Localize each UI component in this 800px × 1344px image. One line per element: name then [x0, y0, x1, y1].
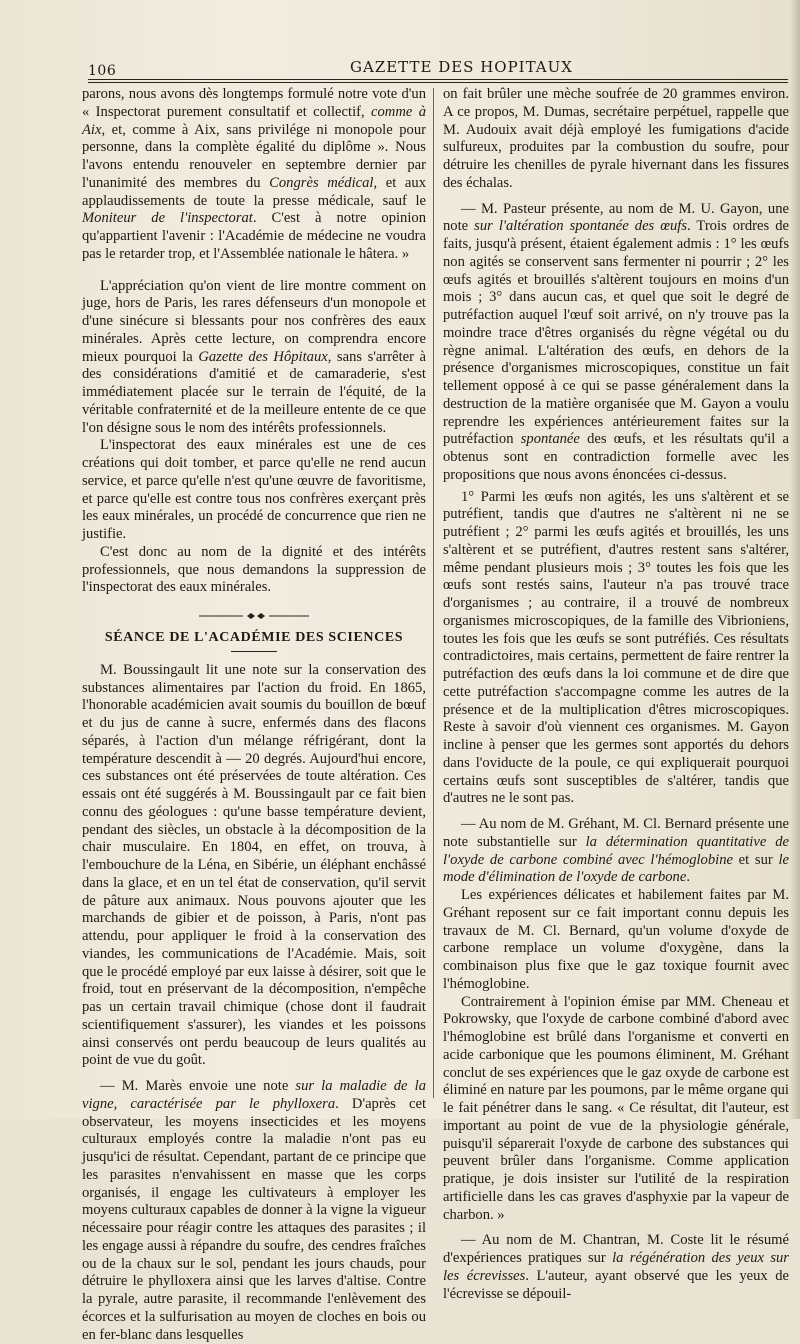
paragraph: L'inspectorat des eaux minérales est une de ces créations qui doit tomber, et parce qu'elle ne rend aucun service, et parce qu'elle n'est qu'une œuvre de favoritisme, et parce qu'elle est contre tous nos confrères exerçant près les eaux minérales, un procédé de concurrence que rien ne justifie. [82, 437, 426, 542]
paragraph: — Au nom de M. Gréhant, M. Cl. Bernard présente une note substantielle sur la détermination quantitative de l'oxyde de carbone combiné avec l'hémoglobine et sur le mode d'élimination de l'oxyde de carbone. [443, 816, 789, 886]
paragraph: — Au nom de M. Chantran, M. Coste lit le résumé d'expériences pratiques sur la régénération des yeux sur les écrevisses. L'auteur, ayant observé que les yeux de l'écrevisse se dépouil- [443, 1232, 790, 1302]
paragraph: Contrairement à l'opinion émise par MM. Cheneau et Pokrowsky, que l'oxyde de carbone combiné d'abord avec l'hémoglobine est brûlé dans l'organisme et converti en acide carbonique que les poumons éliminent, M. Gréhant conclut de ses expériences que le gaz oxyde de carbone est éliminé en nature par les poumons, par le même organe qui le fait pénétrer dans le sang. « Ce résultat, dit l'auteur, est important au point de vue de la physiologie générale, puisqu'il séparerait l'oxyde de carbone des substances qui peuvent brûler dans l'organisme. Comme application pratique, je dois insister sur l'utilité de la respiration artificielle dans les cas graves d'asphyxie par la vapeur de charbon. » [443, 993, 789, 1223]
running-title: GAZETTE DES HOPITAUX [350, 58, 573, 76]
section-heading: SÉANCE DE L'ACADÉMIE DES SCIENCES [104, 630, 404, 645]
paragraph: C'est donc au nom de la dignité et des intérêts professionnels, que nous demandons la suppression de l'inspectorat des eaux minérales. [82, 543, 426, 596]
left-column [82, 86, 426, 1344]
paragraph: — M. Marès envoie une note sur la maladie de la vigne, caractérisée par le phylloxera. D'après cet observateur, les moyens insecticides et les moyens culturaux employés contre la maladie n'ont pas eu jusqu'ici de résultat. Cependant, partant de ce principe que les parasites n'envahissent en masse que les corps organisés, il engage les cultivateurs à employer les moyens culturaux capables de donner à la vigne la vigueur nécessaire pour réagir contre les attaques des parasites ; il les engage aussi à répandre du soufre, des cendres fraîches ou de la chaux sur le sol, pendant les jours chauds, pour détruire le phylloxera ainsi que les larves d'altise. Contre la pyrale, autre parasite, il recommande l'enlèvement des écorces et la sulfurisation au moyen de cloches en bois ou en fer-blanc dans lesquelles [82, 1078, 427, 1343]
paragraph: — M. Pasteur présente, au nom de M. U. Gayon, une note sur l'altération spontanée des œufs. Trois ordres de faits, jusqu'à présent, étaient également admis : 1° les œufs non agités se conservent sans fermenter ni pourrir ; 2° les œufs agités et brouillés s'altèrent toujours en moins d'un mois ; 3° dans aucun cas, et quel que soit le degré de putréfaction auquel l'œuf soit arrivé, on n'y trouve pas la moindre trace d'êtres organisés du règne végétal ou du règne animal. L'altération des œufs, en dehors de la présence d'organismes microscopiques, constitue un fait tellement opposé à ce qui se passe généralement dans la destruction de la matière organisée que M. Gayon a voulu reprendre les expériences antérieurement faites sur la putréfaction spontanée des œufs, et les résultats qu'il a obtenus sont en contradiction formelle avec les propositions que nous avons énoncées ci-dessus. [443, 200, 789, 483]
paragraph: on fait brûler une mèche soufrée de 20 grammes environ. A ce propos, M. Dumas, secrétaire perpétuel, rappelle que M. Audouix avait déjà employé les fumigations d'acide sulfureux, produites par la combustion du soufre, pour détruire les chenilles de pyrale hivernant dans les fissures des échalas. [443, 86, 789, 191]
paragraph: parons, nous avons dès longtemps formulé notre vote d'un « Inspectorat purement consultatif et collectif, comme à Aix, et, comme à Aix, sans privilége ni monopole pour personne, dans la complète égalité du diplôme ». Nous l'avons entendu renouveler en septembre dernier par l'unanimité des membres du Congrès médical, et aux applaudissements de toute la presse médicale, sauf le Moniteur de l'inspectorat. C'est à notre opinion qu'appartient l'avenir : l'Académie de médecine ne voudra pas le retarder trop, et l'Assemblée nationale le hâtera. » [82, 86, 426, 262]
right-column [443, 86, 789, 1303]
paragraph: 1° Parmi les œufs non agités, les uns s'altèrent et se putréfient, tandis que d'autres ne s'altèrent ni ne se putréfient ; 2° parmi les œufs agités et brouillés, les uns s'altèrent et se putréfient, d'autres restent sans s'altérer, même pendant plusieurs mois ; 3° toutes les fois que les œufs sont restés sains, l'auteur n'a pas trouvé trace d'organismes ; au contraire, il a trouvé de nombreux organismes microscopiques, de la famille des Vibrioniens, toutes les fois que les œufs se sont putréfiés. Ces résultats contradictoires, mais certains, permettent de faire rentrer la putréfaction des œufs dans la loi commune et de dire que cette putréfaction s'accompagne comme les autres de la présence et de la multiplication d'êtres microscopiques. Reste à savoir d'où viennent ces organismes. M. Gayon incline à penser que les germes sont apportés du dehors dans l'oviducte de la poule, ce qui expliquerait pourquoi certains œufs sont susceptibles de s'altérer, tandis que d'autres ne le sont pas. [443, 488, 789, 807]
page-edge-shadow [790, 0, 800, 1119]
header-rule [88, 79, 788, 83]
paragraph: M. Boussingault lit une note sur la conservation des substances alimentaires par l'action du froid. En 1865, l'honorable académicien avait soumis du bouillon de bœuf et du jus de canne à sucre, enfermés dans des flacons séparés, à l'action d'un mélange réfrigérant, dont la température descendit à — 20 degrés. Aujourd'hui encore, ces substances ont été préservées de toute altération. Ces essais ont été suggérés à M. Boussingault par ce fait bien connu des géologues : qu'une basse température devient, pendant des siècles, un obstacle à la décomposition de la chair musculaire. En 1804, en effet, on trouva, à l'embouchure de la Léna, en Sibérie, un éléphant enchâssé dans la glace, et en un tel état de conservation, qu'il servit de pâture aux animaux. Nous pouvons ajouter que les marchands de gibier et de poisson, à Paris, n'ont pas attendu, pour appliquer le froid à la conservation des viandes, les communications de l'Académie. Mais, soit que le procédé employé par eux laisse à désirer, soit que le froid, tout en préservant de la décomposition, n'empêche pas un certain travail chimique (chose dont il faudrait scientifiquement s'assurer), les viandes et les poissons ainsi conservés ont perdu beaucoup de leurs qualités au point de vue du goût. [82, 661, 426, 1069]
paragraph: Les expériences délicates et habilement faites par M. Gréhant reposent sur ce fait important connu depuis les travaux de M. Cl. Bernard, qu'un volume d'oxyde de carbone remplace un volume d'oxygène, dans la combinaison plus fixe que le gaz toxique fournit avec l'hémoglobine. [443, 887, 789, 992]
page-number: 106 [88, 63, 117, 79]
heading-underline [231, 651, 277, 652]
column-divider [433, 88, 434, 1098]
paragraph: L'appréciation qu'on vient de lire montre comment on juge, hors de Paris, les rares défenseurs d'un monopole et d'une sinécure si blessants pour nos confrères des eaux minérales. Après cette lecture, on comprendra encore mieux pourquoi la Gazette des Hôpitaux, sans s'arrêter à des considérations d'amitié et de camaraderie, s'est immédiatement placée sur le terrain de l'équité, de la véritable confraternité et de la meilleure entente de ce que l'on désigne sous le nom des intérêts professionnels. [82, 277, 426, 436]
section-ornament-divider [199, 611, 309, 621]
